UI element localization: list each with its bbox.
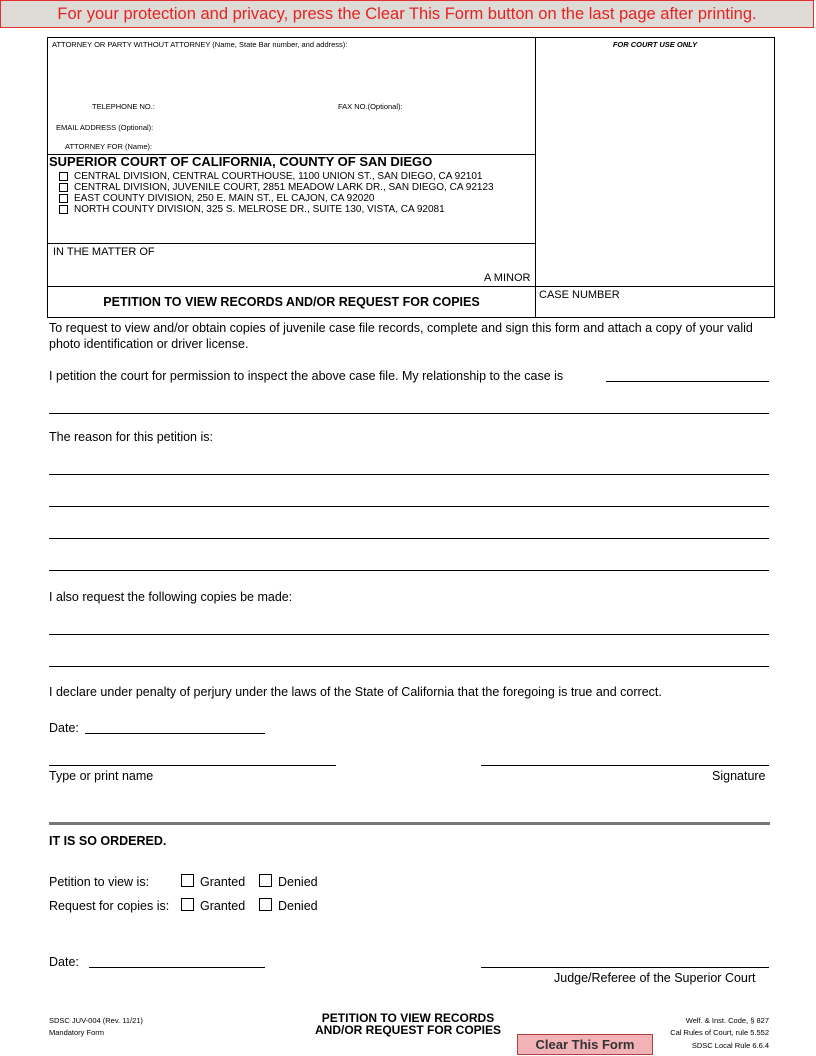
court-use-label: FOR COURT USE ONLY [612, 40, 698, 49]
privacy-banner: For your protection and privacy, press the Clear This Form button on the last page after printing. [0, 0, 814, 28]
reason-label: The reason for this petition is: [49, 430, 213, 444]
petition-text: I petition the court for permission to inspect the above case file. My relationship to the case is [49, 369, 564, 383]
date-label: Date: [49, 721, 79, 735]
view-label: Petition to view is: [49, 875, 150, 889]
print-name-field[interactable] [49, 765, 336, 766]
minor-label: A MINOR [484, 272, 531, 284]
reason-line[interactable] [49, 538, 769, 539]
attorney-for-label: ATTORNEY FOR (Name): [65, 142, 153, 151]
attorney-box [47, 37, 536, 155]
form-title: PETITION TO VIEW RECORDS AND/OR REQUEST FOR COPIES [103, 295, 480, 309]
division-checkbox[interactable] [59, 183, 68, 192]
form-number: SDSC JUV-004 (Rev. 11/21) [49, 1016, 143, 1025]
copies-granted-label: Granted [200, 899, 246, 913]
footer-title-1: PETITION TO VIEW RECORDS [321, 1011, 495, 1025]
court-use-box [535, 37, 775, 287]
signature-label: Signature [712, 769, 766, 783]
copies-line[interactable] [49, 666, 769, 667]
view-denied-label: Denied [278, 875, 318, 889]
signature-field[interactable] [481, 765, 769, 766]
ref-welf: Welf. & Inst. Code, § 827 [685, 1016, 769, 1025]
mandatory-label: Mandatory Form [49, 1028, 105, 1037]
reason-line[interactable] [49, 506, 769, 507]
telephone-label: TELEPHONE NO.: [92, 102, 155, 111]
section-divider [49, 822, 770, 825]
relationship-field-line2[interactable] [49, 413, 769, 414]
print-name-label: Type or print name [49, 769, 154, 783]
copies-label: I also request the following copies be made: [49, 590, 293, 604]
court-name: SUPERIOR COURT OF CALIFORNIA, COUNTY OF SAN DIEGO [49, 154, 433, 169]
email-label: EMAIL ADDRESS (Optional): [56, 123, 154, 132]
division-checkbox[interactable] [59, 172, 68, 181]
order-title: IT IS SO ORDERED. [49, 834, 167, 848]
division-checkbox[interactable] [59, 194, 68, 203]
copies-line[interactable] [49, 634, 769, 635]
view-granted-checkbox[interactable] [181, 874, 194, 887]
copies-denied-label: Denied [278, 899, 318, 913]
reason-line[interactable] [49, 474, 769, 475]
judge-label: Judge/Referee of the Superior Court [554, 971, 756, 985]
ref-local: SDSC Local Rule 6.6.4 [691, 1041, 769, 1050]
judge-signature-field[interactable] [481, 967, 769, 968]
case-number-label: CASE NUMBER [539, 289, 620, 301]
matter-label: IN THE MATTER OF [53, 246, 155, 258]
clear-form-button[interactable]: Clear This Form [517, 1034, 653, 1055]
reason-line[interactable] [49, 570, 769, 571]
view-granted-label: Granted [200, 875, 246, 889]
declaration-text: I declare under penalty of perjury under the laws of the State of California that the foregoing is true and correct. [49, 685, 662, 699]
relationship-field[interactable] [606, 381, 769, 382]
attorney-label: ATTORNEY OR PARTY WITHOUT ATTORNEY (Name, State Bar number, and address): [52, 40, 348, 49]
copies-granted-checkbox[interactable] [181, 898, 194, 911]
order-date-label: Date: [49, 955, 79, 969]
view-denied-checkbox[interactable] [259, 874, 272, 887]
division-checkbox[interactable] [59, 205, 68, 214]
footer-title-2: AND/OR REQUEST FOR COPIES [314, 1023, 502, 1037]
date-field[interactable] [85, 733, 265, 734]
fax-label: FAX NO.(Optional): [338, 102, 403, 111]
ref-crc: Cal Rules of Court, rule 5.552 [670, 1028, 769, 1037]
intro-text: To request to view and/or obtain copies of juvenile case file records, complete and sign this form and attach a copy of your valid photo identification or driver license. [49, 321, 753, 351]
copies-order-label: Request for copies is: [49, 899, 170, 913]
copies-denied-checkbox[interactable] [259, 898, 272, 911]
order-date-field[interactable] [89, 967, 265, 968]
